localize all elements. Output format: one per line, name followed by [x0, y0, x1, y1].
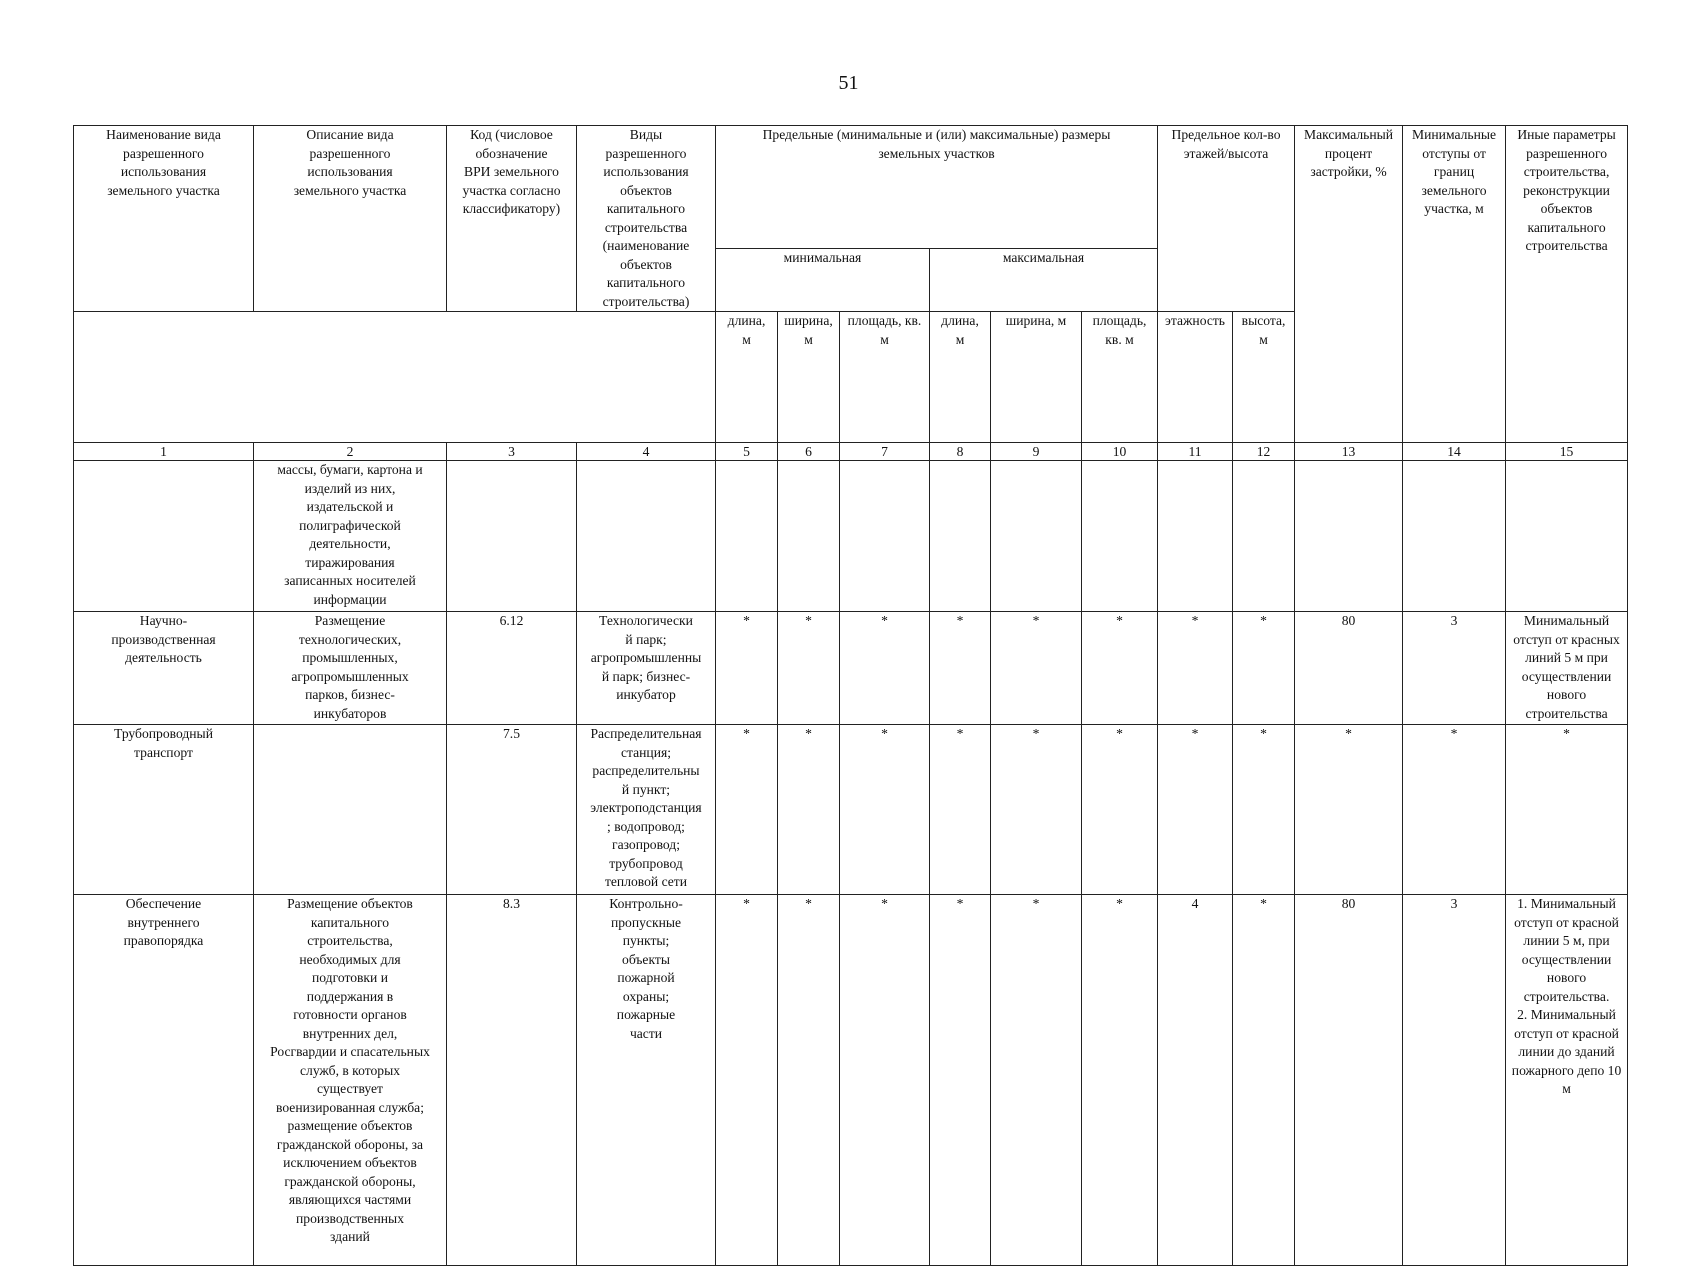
row-cell	[1233, 461, 1295, 612]
header-min-group: минимальная	[716, 248, 930, 311]
row-cell	[1403, 461, 1506, 612]
column-number: 1	[74, 443, 254, 461]
column-number: 2	[254, 443, 447, 461]
column-number: 15	[1506, 443, 1628, 461]
row-cell: *	[716, 612, 778, 725]
row-cell: *	[991, 725, 1082, 895]
column-number: 6	[778, 443, 840, 461]
row-object-types: Контрольно- пропускные пункты; объекты пожарной охраны; пожарные части	[577, 895, 716, 1266]
row-cell: *	[778, 725, 840, 895]
header-height: высота, м	[1233, 312, 1295, 443]
row-cell: 1. Минимальный отступ от красной линии 5 м, при осуществлении нового строительства. 2. Минимальный отступ от красной линии до зданий пожарного депо 10 м	[1506, 895, 1628, 1266]
row-cell: 4	[1158, 895, 1233, 1266]
row-object-types: Распределительная станция; распределительны й пункт; электроподстанция ; водопровод; газопровод; трубопровод тепловой сети	[577, 725, 716, 895]
row-cell: 3	[1403, 895, 1506, 1266]
header-max-group: максимальная	[930, 248, 1158, 311]
column-number: 3	[447, 443, 577, 461]
header-description: Описание вида разрешенного использования земельного участка	[254, 126, 447, 312]
row-cell: *	[1082, 725, 1158, 895]
header-object-types: Виды разрешенного использования объектов капитального строительства (наименование объектов капитального строительства)	[577, 126, 716, 312]
row-cell: 80	[1295, 612, 1403, 725]
row-cell	[1295, 461, 1403, 612]
row-cell: *	[778, 895, 840, 1266]
header-other-params: Иные параметры разрешенного строительства, реконструкции объектов капитального строительства	[1506, 126, 1628, 443]
column-number: 13	[1295, 443, 1403, 461]
column-number: 10	[1082, 443, 1158, 461]
row-cell: *	[1233, 895, 1295, 1266]
header-floors: этажность	[1158, 312, 1233, 443]
page-number: 51	[838, 72, 859, 94]
row-code: 7.5	[447, 725, 577, 895]
row-name: Обеспечение внутреннего правопорядка	[74, 895, 254, 1266]
row-description: Размещение технологических, промышленных, агропромышленных парков, бизнес- инкубаторов	[254, 612, 447, 725]
row-code: 8.3	[447, 895, 577, 1266]
row-cell: *	[840, 895, 930, 1266]
row-cell: *	[1506, 725, 1628, 895]
table-row	[74, 895, 1628, 1266]
row-cell	[1506, 461, 1628, 612]
row-cell: 3	[1403, 612, 1506, 725]
row-cell: *	[1158, 612, 1233, 725]
row-cell	[991, 461, 1082, 612]
row-cell: Минимальный отступ от красных линий 5 м при осуществлении нового строительства	[1506, 612, 1628, 725]
header-max-building-percent: Максимальный процент застройки, %	[1295, 126, 1403, 443]
header-min-setbacks: Минимальные отступы от границ земельного участка, м	[1403, 126, 1506, 443]
header-min-area: площадь, кв. м	[840, 312, 930, 443]
row-name: Трубопроводный транспорт	[74, 725, 254, 895]
row-cell: *	[1082, 895, 1158, 1266]
header-floors-height: Предельное кол-во этажей/высота	[1158, 126, 1295, 312]
header-name: Наименование вида разрешенного использования земельного участка	[74, 126, 254, 312]
column-number: 11	[1158, 443, 1233, 461]
column-number: 12	[1233, 443, 1295, 461]
row-cell: *	[1158, 725, 1233, 895]
row-cell: *	[1233, 725, 1295, 895]
row-cell: 80	[1295, 895, 1403, 1266]
table-row	[74, 725, 1628, 895]
header-min-length: длина, м	[716, 312, 778, 443]
row-object-types: Технологически й парк; агропромышленны й парк; бизнес- инкубатор	[577, 612, 716, 725]
row-cell	[1082, 461, 1158, 612]
column-number: 14	[1403, 443, 1506, 461]
column-number: 9	[991, 443, 1082, 461]
row-cell	[778, 461, 840, 612]
row-cell: *	[991, 612, 1082, 725]
row-cell: *	[930, 725, 991, 895]
row-description: массы, бумаги, картона и изделий из них, издательской и полиграфической деятельности, тиражирования записанных носителей информации	[254, 461, 447, 612]
column-number: 5	[716, 443, 778, 461]
table-row	[74, 612, 1628, 725]
header-code: Код (числовое обозначение ВРИ земельного участка согласно классификатору)	[447, 126, 577, 312]
column-numbers-row	[74, 443, 1628, 461]
row-cell: *	[840, 612, 930, 725]
column-number: 8	[930, 443, 991, 461]
table-row	[74, 461, 1628, 612]
row-cell: *	[1295, 725, 1403, 895]
row-cell	[716, 461, 778, 612]
row-cell	[1158, 461, 1233, 612]
land-use-table	[73, 125, 1628, 1266]
header-max-length: длина, м	[930, 312, 991, 443]
row-cell: *	[1233, 612, 1295, 725]
row-name: Научно- производственная деятельность	[74, 612, 254, 725]
row-cell	[840, 461, 930, 612]
row-cell: *	[778, 612, 840, 725]
row-object-types	[577, 461, 716, 612]
header-row-1	[74, 126, 1628, 191]
row-code: 6.12	[447, 612, 577, 725]
row-description	[254, 725, 447, 895]
header-spacer	[74, 312, 716, 443]
row-cell: *	[1082, 612, 1158, 725]
row-cell: *	[716, 725, 778, 895]
header-min-width: ширина, м	[778, 312, 840, 443]
row-cell: *	[930, 612, 991, 725]
header-max-area: площадь, кв. м	[1082, 312, 1158, 443]
row-cell: *	[930, 895, 991, 1266]
row-code	[447, 461, 577, 612]
row-cell	[930, 461, 991, 612]
row-cell: *	[991, 895, 1082, 1266]
column-number: 4	[577, 443, 716, 461]
header-max-width: ширина, м	[991, 312, 1082, 443]
column-number: 7	[840, 443, 930, 461]
row-description: Размещение объектов капитального строительства, необходимых для подготовки и поддержания в готовности органов внутренних дел, Росгвардии и спасательных служб, в которых существует военизированная служба; размещение объектов гражданской обороны, за исключением объектов гражданской обороны, являющихся частями производственных зданий	[254, 895, 447, 1266]
row-name	[74, 461, 254, 612]
header-plot-sizes: Предельные (минимальные и (или) максимальные) размеры земельных участков	[716, 126, 1158, 249]
row-cell: *	[716, 895, 778, 1266]
row-cell: *	[840, 725, 930, 895]
row-cell: *	[1403, 725, 1506, 895]
